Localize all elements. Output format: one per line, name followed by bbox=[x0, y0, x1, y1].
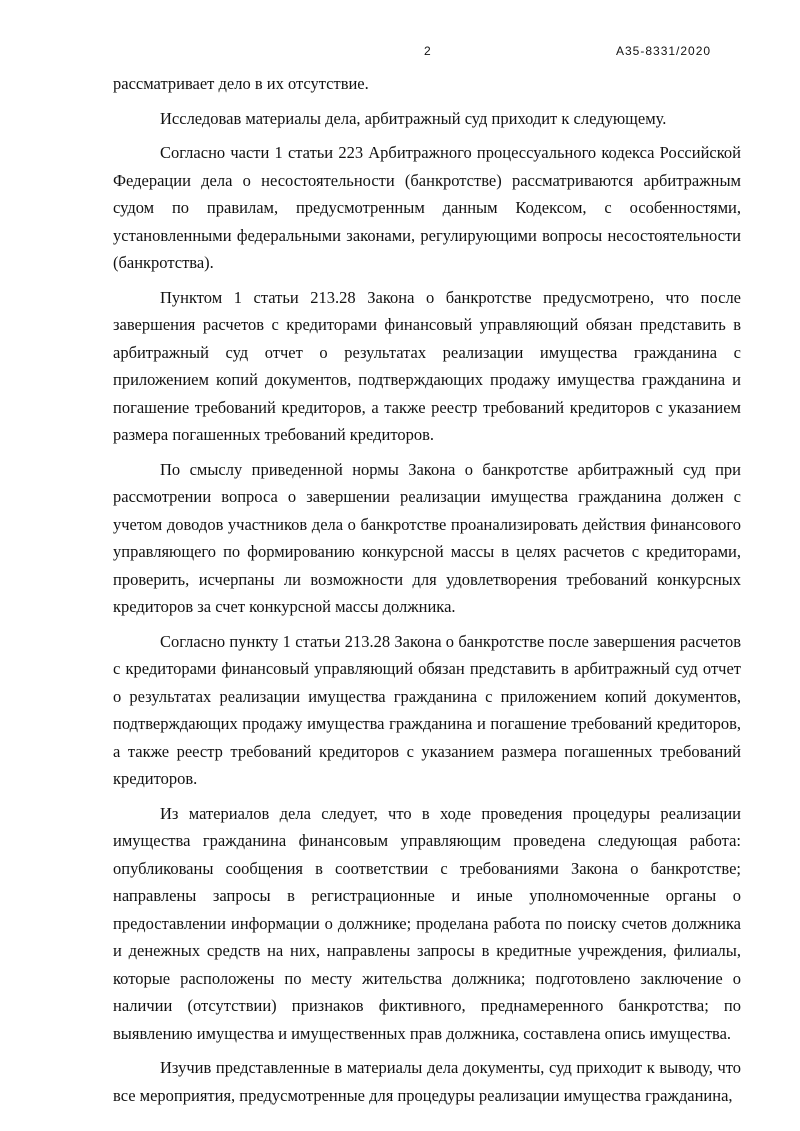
page-number: 2 bbox=[424, 44, 432, 58]
document-body bbox=[113, 70, 741, 1116]
paragraph-continuation: рассматривает дело в их отсутствие. bbox=[113, 74, 369, 93]
paragraph: Согласно пункту 1 статьи 213.28 Закона о банкротстве после завершения расчетов с кредиторами финансовый управляющий обязан представить в арбитражный суд отчет о результатах реализации имущества гражданина с приложением копий документов, подтверждающих продажу имущества гражданина и погашение требований кредиторов, а также реестр требований кредиторов с указанием размера погашенных требований кредиторов. bbox=[113, 631, 741, 788]
paragraph: Согласно части 1 статьи 223 Арбитражного процессуального кодекса Российской Федерации дела о несостоятельности (банкротстве) рассматриваются арбитражным судом по правилам, предусмотренным данным Кодексом, с особенностями, установленными федеральными законами, регулирующими вопросы несостоятельности (банкротства). bbox=[113, 143, 741, 272]
paragraph: По смыслу приведенной нормы Закона о банкротстве арбитражный суд при рассмотрении вопроса о завершении реализации имущества гражданина должен с учетом доводов участников дела о банкротстве проанализировать действия финансового управляющего по формированию конкурсной массы в целях расчетов с кредиторами, проверить, исчерпаны ли возможности для удовлетворения требований конкурсных кредиторов за счет конкурсной массы должника. bbox=[113, 459, 741, 616]
paragraph: Изучив представленные в материалы дела документы, суд приходит к выводу, что все мероприятия, предусмотренные для процедуры реализации имущества гражданина, bbox=[113, 1058, 741, 1105]
paragraph: Исследовав материалы дела, арбитражный суд приходит к следующему. bbox=[160, 108, 667, 128]
page-header bbox=[0, 44, 800, 64]
case-number: А35-8331/2020 bbox=[616, 44, 712, 58]
paragraph: Из материалов дела следует, что в ходе проведения процедуры реализации имущества гражданина финансовым управляющим проведена следующая работа: опубликованы сообщения в соответствии с требованиями Закона о банкротстве; направлены запросы в регистрационные и иные уполномоченные органы о предоставлении информации о должнике; проделана работа по поиску счетов должника и денежных средств на них, направлены запросы в кредитные учреждения, филиалы, которые расположены по месту жительства должника; подготовлено заключение о наличии (отсутствии) признаков фиктивного, преднамеренного банкротства; по выявлению имущества и имущественных прав должника, составлена опись имущества. bbox=[113, 803, 741, 1043]
paragraph: Пунктом 1 статьи 213.28 Закона о банкротстве предусмотрено, что после завершения расчетов с кредиторами финансовый управляющий обязан представить в арбитражный суд отчет о результатах реализации имущества гражданина с приложением копий документов, подтверждающих продажу имущества гражданина и погашение требований кредиторов, а также реестр требований кредиторов с указанием размера погашенных требований кредиторов. bbox=[113, 287, 741, 444]
